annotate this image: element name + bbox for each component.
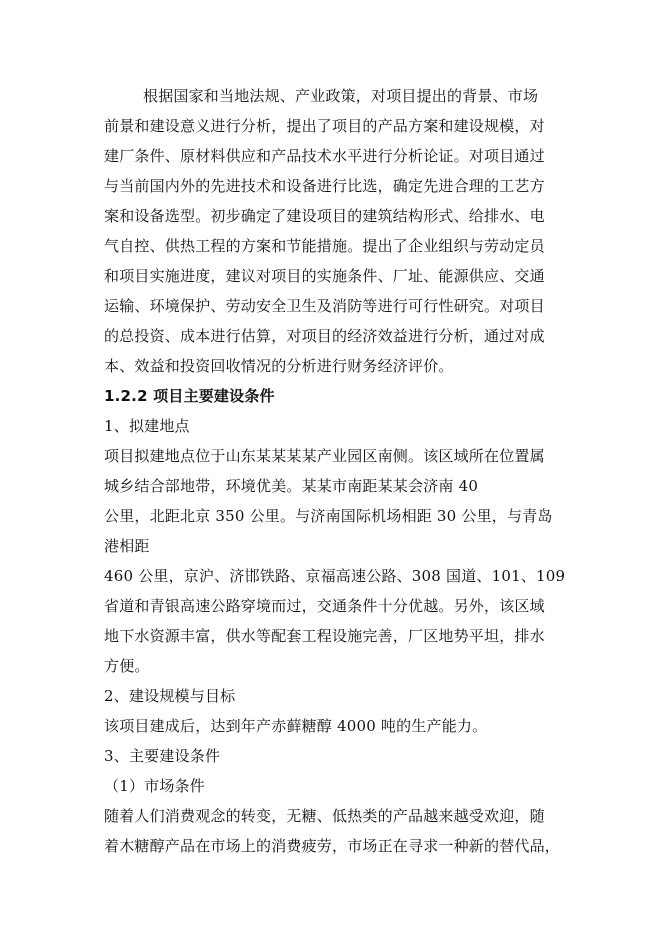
paragraph-line: 和项目实施进度，建议对项目的实施条件、厂址、能源供应、交通 <box>104 267 545 285</box>
section-heading: 1.2.2 项目主要建设条件 <box>104 387 275 405</box>
paragraph-line: 根据国家和当地法规、产业政策，对项目提出的背景、市场 <box>143 87 539 105</box>
paragraph-line: 着木糖醇产品在市场上的消费疲劳，市场正在寻求一种新的替代品， <box>104 837 561 855</box>
paragraph-line: 前景和建设意义进行分析，提出了项目的产品方案和建设规模，对 <box>104 117 545 135</box>
paragraph-line: 公里，北距北京 350 公里。与济南国际机场相距 30 公里，与青岛 <box>104 507 553 525</box>
paragraph-line: 本、效益和投资回收情况的分析进行财务经济评价。 <box>104 357 454 375</box>
paragraph-line: 城乡结合部地带，环境优美。某某市南距某某会济南 40 <box>104 477 479 495</box>
paragraph-line: 气自控、供热工程的方案和节能措施。提出了企业组织与劳动定员 <box>104 237 545 255</box>
paragraph-line: 460 公里，京沪、济邯铁路、京福高速公路、308 国道、101、109 <box>104 567 566 585</box>
paragraph-line: 的总投资、成本进行估算，对项目的经济效益进行分析，通过对成 <box>104 327 545 345</box>
paragraph-line: 省道和青银高速公路穿境而过，交通条件十分优越。另外，该区域 <box>104 597 545 615</box>
subsection-title: 1、拟建地点 <box>104 417 190 435</box>
list-item: （1）市场条件 <box>104 777 205 795</box>
paragraph-line: 地下水资源丰富，供水等配套工程设施完善，厂区地势平坦，排水 <box>104 627 545 645</box>
subsection-title: 3、主要建设条件 <box>104 747 221 765</box>
subsection-title: 2、建设规模与目标 <box>104 687 236 705</box>
paragraph-line: 随着人们消费观念的转变，无糖、低热类的产品越来越受欢迎，随 <box>104 807 545 825</box>
paragraph-line: 该项目建成后，达到年产赤藓糖醇 4000 吨的生产能力。 <box>104 717 488 735</box>
paragraph-line: 方便。 <box>104 657 150 675</box>
paragraph-line: 与当前国内外的先进技术和设备进行比选，确定先进合理的工艺方 <box>104 177 545 195</box>
paragraph-line: 港相距 <box>104 537 150 555</box>
paragraph-line: 建厂条件、原材料供应和产品技术水平进行分析论证。对项目通过 <box>104 147 545 165</box>
paragraph-line: 运输、环境保护、劳动安全卫生及消防等进行可行性研究。对项目 <box>104 297 545 315</box>
paragraph-line: 项目拟建地点位于山东某某某某产业园区南侧。该区域所在位置属 <box>104 447 545 465</box>
paragraph-line: 案和设备选型。初步确定了建设项目的建筑结构形式、给排水、电 <box>104 207 545 225</box>
